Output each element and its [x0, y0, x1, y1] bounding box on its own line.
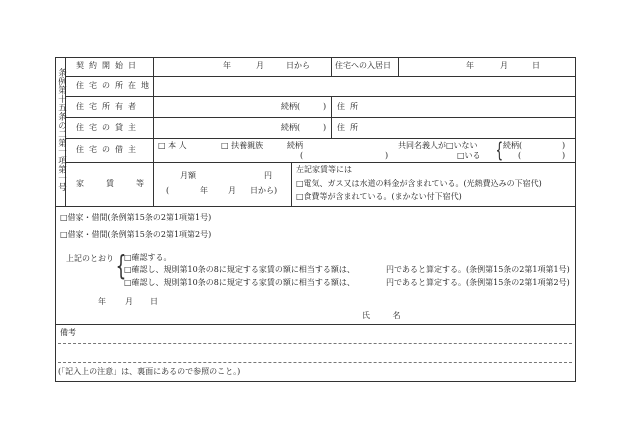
- borrower-label: 住宅の借主: [76, 145, 141, 154]
- owner-residence: 住所: [337, 102, 363, 111]
- owner-relation-close: ): [323, 102, 327, 111]
- borrower-paren-close: ): [385, 151, 389, 160]
- rent-includes-title: 左記家賃等には: [296, 165, 352, 174]
- start-date-label: 契約開始日: [76, 61, 141, 70]
- confirm-calc-1-tail: 円であると算定する。(条例第15条の2第1項第1号): [386, 265, 570, 274]
- rent-label: 家賃等: [76, 179, 166, 188]
- lender-relation-close: ): [323, 123, 327, 132]
- move-in-day: 日: [532, 61, 540, 70]
- rent-monthly: 月額: [180, 171, 196, 180]
- confirm-year: 年: [98, 297, 106, 306]
- rent-yen: 円: [264, 171, 272, 180]
- rent-paren-open: (: [166, 186, 170, 195]
- borrower-paren-open: (: [300, 151, 304, 160]
- footer-note: (「記入上の注意」は、裏面にあるので参照のこと。): [58, 367, 241, 376]
- owner-label: 住宅所有者: [76, 102, 141, 111]
- lender-relation: 続柄(: [281, 123, 301, 132]
- confirm-calc-1-checkbox[interactable]: □確認し、規則第10条の8に規定する家賃の額に相当する額は、: [124, 265, 355, 274]
- rent-suffix: 日から): [250, 186, 278, 195]
- start-date-year: 年: [223, 61, 231, 70]
- lease-option-2-checkbox[interactable]: □借家・借間(条例第15条の2第1項第2号): [60, 230, 212, 239]
- move-in-month: 月: [500, 61, 508, 70]
- rent-year: 年: [200, 186, 208, 195]
- joint-brace: {: [495, 138, 504, 162]
- name-label: 氏 名: [362, 311, 411, 320]
- confirmation-brace: {: [115, 249, 127, 282]
- address-label: 住宅の所在地: [76, 81, 154, 90]
- confirm-calc-2-tail: 円であると算定する。(条例第15条の2第1項第2号): [386, 278, 570, 287]
- joint-relation: 続柄(: [503, 141, 523, 150]
- joint-relation-close: ): [562, 141, 566, 150]
- confirm-month: 月: [125, 297, 133, 306]
- joint-line2-close: ): [562, 151, 566, 160]
- lease-option-1-checkbox[interactable]: □借家・借間(条例第15条の2第1項第1号): [60, 213, 212, 222]
- confirm-checkbox[interactable]: □確認する。: [124, 253, 172, 262]
- side-label: 条例第十五条の二第一項第一号: [56, 68, 67, 192]
- borrower-dependent-checkbox[interactable]: □ 扶養親族: [221, 141, 264, 150]
- confirmation-lead: 上記のとおり: [66, 254, 114, 263]
- rent-utilities-checkbox[interactable]: □電気、ガス又は水道の料金が含まれている。(光熱費込みの下宿代): [296, 179, 542, 188]
- lender-residence: 住所: [337, 123, 363, 132]
- start-date-suffix: 日から: [286, 61, 310, 70]
- joint-owner-none-checkbox[interactable]: 共同名義人が□いない: [398, 141, 478, 150]
- rent-meals-checkbox[interactable]: □食費等が含まれている。(まかない付下宿代): [296, 192, 462, 201]
- remarks-label: 備考: [60, 328, 76, 337]
- joint-owner-yes-checkbox[interactable]: □いる: [457, 151, 481, 160]
- borrower-self-checkbox[interactable]: □ 本 人: [158, 141, 187, 150]
- lender-label: 住宅の貸主: [76, 123, 141, 132]
- start-date-month: 月: [256, 61, 264, 70]
- borrower-relation: 続柄: [287, 141, 303, 150]
- move-in-year: 年: [466, 61, 474, 70]
- joint-line2-open: (: [518, 151, 522, 160]
- owner-relation: 続柄(: [281, 102, 301, 111]
- confirm-day: 日: [150, 297, 158, 306]
- rent-month: 月: [228, 186, 236, 195]
- confirm-calc-2-checkbox[interactable]: □確認し、規則第10条の8に規定する家賃の額に相当する額は、: [124, 278, 355, 287]
- move-in-label: 住宅への入居日: [335, 61, 391, 70]
